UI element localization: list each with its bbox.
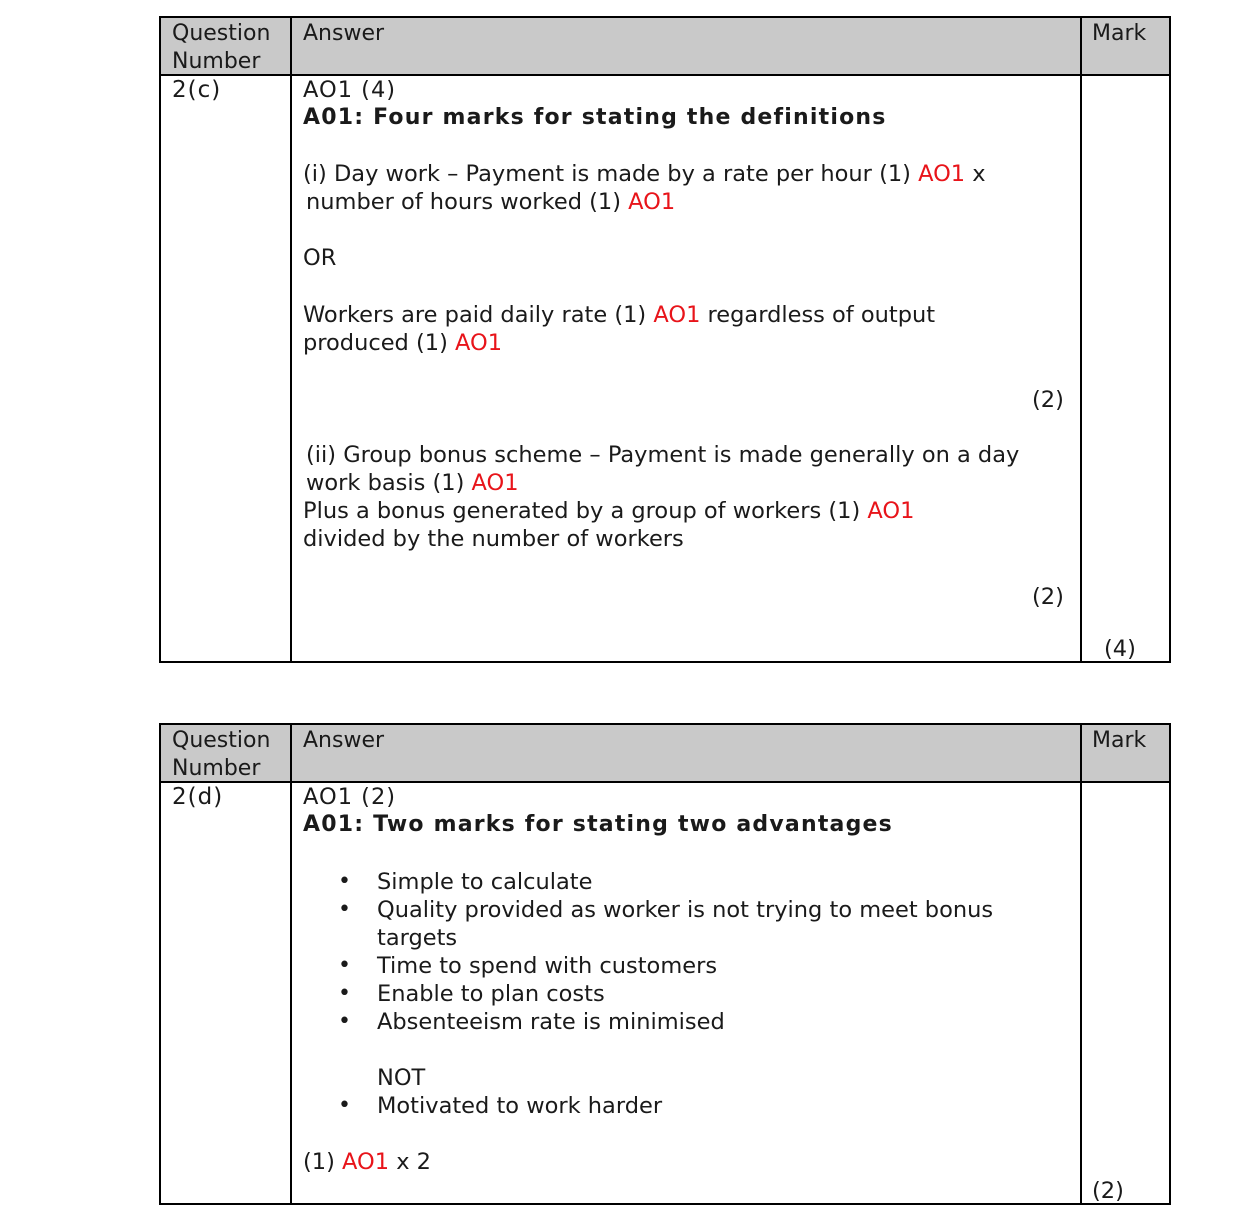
header-answer: Answer: [303, 728, 385, 753]
mark-scheme-table-2d: [159, 723, 1171, 1205]
answer-line: Plus a bonus generated by a group of workers (1) AO1: [303, 498, 915, 524]
list-item-continuation: targets: [377, 925, 458, 951]
subtotal-mark: (2): [1032, 387, 1064, 413]
answer-line: (ii) Group bonus scheme – Payment is made generally on a day: [306, 442, 1020, 468]
question-number: 2(d): [172, 784, 224, 810]
list-item: Motivated to work harder: [377, 1093, 663, 1119]
list-item: Enable to plan costs: [377, 981, 605, 1007]
not-label: NOT: [377, 1065, 426, 1091]
column-divider: [290, 18, 292, 661]
total-mark: (4): [1104, 636, 1136, 662]
answer-line: produced (1) AO1: [303, 330, 503, 356]
answer-line: Workers are paid daily rate (1) AO1 regardless of output: [303, 302, 936, 328]
marking-footer: (1) AO1 x 2: [303, 1149, 431, 1175]
answer-line: divided by the number of workers: [303, 526, 684, 552]
list-item: Quality provided as worker is not trying to meet bonus: [377, 897, 994, 923]
list-item: Absenteeism rate is minimised: [377, 1009, 725, 1035]
header-mark: Mark: [1092, 728, 1147, 753]
marking-instruction: A01: Four marks for stating the definitions: [303, 105, 887, 130]
bullet-icon: •: [338, 953, 351, 978]
mark-scheme-table-2c: [159, 16, 1171, 663]
subtotal-mark: (2): [1032, 584, 1064, 610]
or-label: OR: [303, 245, 337, 271]
header-mark: Mark: [1092, 21, 1147, 46]
total-mark: (2): [1092, 1178, 1124, 1204]
header-question-number: Question Number: [172, 728, 271, 781]
answer-line: work basis (1) AO1: [306, 470, 519, 496]
header-answer: Answer: [303, 21, 385, 46]
answer-line: number of hours worked (1) AO1: [306, 189, 676, 215]
column-divider: [1080, 725, 1082, 1203]
assessment-objective: AO1 (4): [303, 77, 397, 103]
question-number: 2(c): [172, 77, 222, 103]
bullet-icon: •: [338, 981, 351, 1006]
bullet-icon: •: [338, 869, 351, 894]
assessment-objective: AO1 (2): [303, 784, 397, 810]
column-divider: [1080, 18, 1082, 661]
marking-instruction: A01: Two marks for stating two advantages: [303, 812, 893, 837]
answer-line: (i) Day work – Payment is made by a rate per hour (1) AO1 x: [303, 161, 986, 187]
bullet-icon: •: [338, 1093, 351, 1118]
column-divider: [290, 725, 292, 1203]
list-item: Simple to calculate: [377, 869, 593, 895]
list-item: Time to spend with customers: [377, 953, 718, 979]
header-question-number: Question Number: [172, 21, 271, 74]
bullet-icon: •: [338, 897, 351, 922]
bullet-icon: •: [338, 1009, 351, 1034]
